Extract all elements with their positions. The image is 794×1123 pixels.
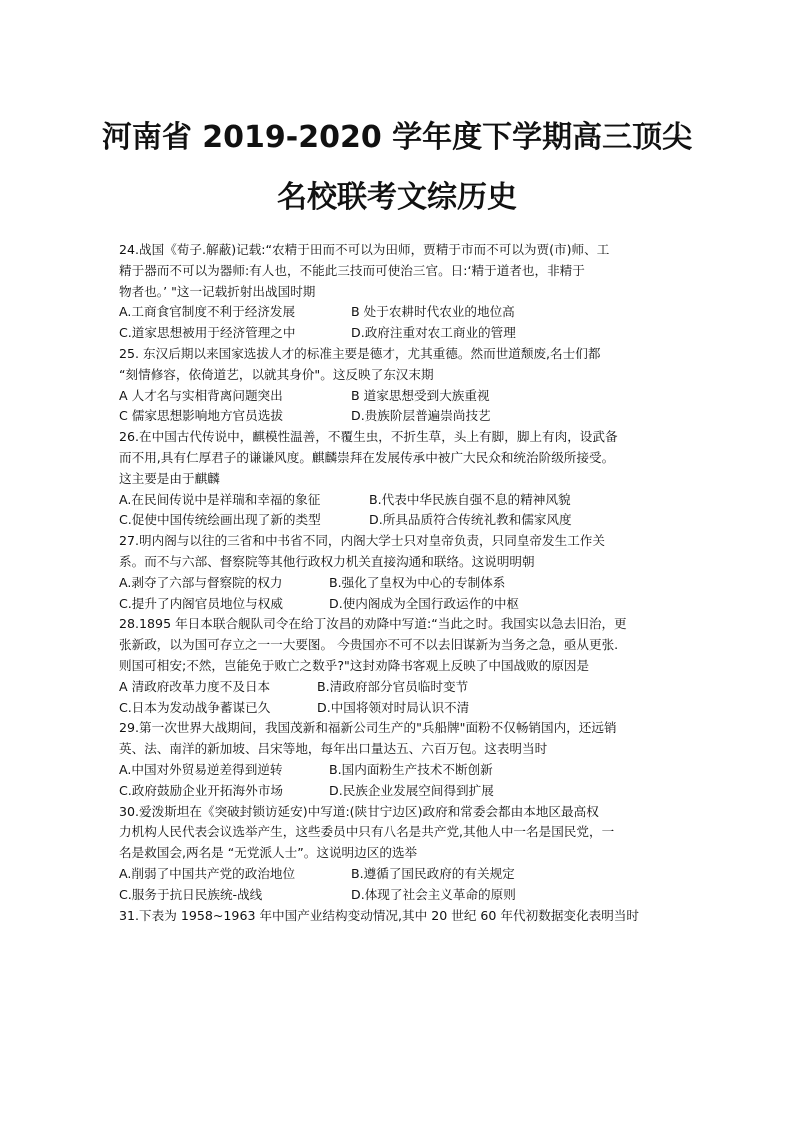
option-row (119, 573, 679, 594)
option-row (119, 490, 679, 511)
answer-option: D.体现了社会主义革命的原则 (351, 886, 516, 902)
question-stem-line: 29.第一次世界大战期间，我国茂新和福新公司生产的"兵船牌"面粉不仅畅销国内，还远销 (119, 720, 617, 736)
question-stem-line: 24.战国《荀子.解蔽)记载:“农精于田而不可以为田师，贾精于市而不可以为贾(市)师、工 (119, 242, 610, 257)
question-stem-line: 27.明内阁与以往的三省和中书省不同，内阁大学士只对皇帝负责，只同皇帝发生工作关 (119, 533, 605, 549)
question-block (119, 240, 679, 344)
answer-option: A 人才名与实相背离问题突出 (119, 387, 283, 403)
answer-option: C.道家思想被用于经济管理之中 (119, 325, 296, 341)
question-block (119, 906, 679, 927)
document-title-line-1: 河南省 2019-2020 学年度下学期高三顶尖 (101, 120, 693, 155)
question-stem-line: 30.爱泼斯坦在《突破封锁访延安)中写道:(陕甘宁边区)政府和常委会都由本地区最高权 (119, 803, 599, 819)
answer-option: C.政府鼓励企业开拓海外市场 (119, 782, 283, 798)
answer-option: A.工商食官制度不利于经济发展 (119, 304, 296, 320)
option-row (119, 594, 679, 615)
question-block (119, 427, 679, 531)
answer-option: B.遵循了国民政府的有关规定 (351, 865, 515, 881)
answer-option: D.民族企业发展空间得到扩展 (329, 782, 494, 798)
question-stem-line: 则国可相安;不然，岂能免于败亡之数乎?"这封劝降书客观上反映了中国战败的原因是 (119, 657, 590, 673)
question-stem-line: “刻情修容，依倚道艺，以就其身价"。这反映了东汉末期 (119, 366, 434, 382)
answer-option: D.中国将领对时局认识不清 (317, 699, 470, 715)
question-stem-line: 力机构人民代表会议选举产生，这些委员中只有八名是共产党,其他人中一名是国民党，一 (119, 824, 615, 840)
answer-option: D.贵族阶层普遍崇尚技艺 (351, 408, 491, 424)
answer-option: C.服务于抗日民族统-战线 (119, 886, 263, 902)
answer-option: C.提升了内阁官员地位与权威 (119, 595, 283, 611)
question-block (119, 802, 679, 906)
answer-option: B.强化了皇权为中心的专制体系 (329, 574, 506, 590)
answer-option: B 道家思想受到大族重视 (351, 387, 490, 403)
option-row (119, 406, 679, 427)
option-row (119, 323, 679, 344)
question-block (119, 344, 679, 427)
option-row (119, 760, 679, 781)
question-block (119, 718, 679, 801)
answer-option: A.在民间传说中是祥瑞和幸福的象征 (119, 491, 321, 507)
option-row (119, 510, 679, 531)
answer-option: B 处于农耕时代农业的地位高 (351, 304, 515, 320)
answer-option: B.代表中华民族自强不息的精神风貌 (369, 491, 571, 507)
answer-option: A.中国对外贸易逆差得到逆转 (119, 761, 283, 777)
document-title-line-2: 名校联考文综历史 (277, 180, 517, 215)
question-stem-line: 25. 东汉后期以来国家选拔人才的标准主要是德才，尤其重德。然而世道颓废,名士们都 (119, 345, 601, 361)
question-stem-line: 物者也。’ "这一记载折射出战国时期 (119, 283, 316, 299)
question-stem-line: 张新政，以为国可存立之一一大要图。 今贵国亦不可不以去旧谋新为当务之急，亟从更张. (119, 637, 619, 653)
answer-option: C.促使中国传统绘画出现了新的类型 (119, 512, 321, 528)
question-stem-line: 名是救国会,两名是 “无党派人士”。这说明边区的选举 (119, 845, 418, 861)
answer-option: D.所具品质符合传统礼教和儒家风度 (369, 512, 572, 528)
option-row (119, 781, 679, 802)
question-list (119, 240, 679, 926)
question-stem-line: 26.在中国古代传说中，麒模性温善，不覆生虫，不折生草，头上有脚，脚上有肉，设武备 (119, 429, 618, 445)
answer-option: B.国内面粉生产技术不断创新 (329, 761, 493, 777)
option-row (119, 302, 679, 323)
option-row (119, 386, 679, 407)
answer-option: D.使内阁成为全国行政运作的中枢 (329, 595, 520, 611)
question-stem-line: 精于器而不可以为器师:有人也，不能此三技而可使治三官。日:‘精于道者也，非精于 (119, 262, 585, 278)
option-row (119, 698, 679, 719)
question-stem-line: 而不用,具有仁厚君子的谦谦风度。麒麟崇拜在发展传承中被广大民众和统治阶级所接受。 (119, 449, 615, 465)
question-block (119, 531, 679, 614)
question-stem-line: 28.1895 年日本联合舰队司令在给丁汝昌的劝降中写道:“当此之时。我国实以急去旧治，更 (119, 616, 627, 632)
option-row (119, 885, 679, 906)
question-block (119, 614, 679, 718)
question-stem-line: 系。而不与六部、督察院等其他行政权力机关直接沟通和联络。这说明明朝 (119, 553, 535, 569)
question-stem-line: 英、法、南洋的新加坡、吕宋等地，每年出口量达五、六百万包。这表明当时 (119, 741, 548, 757)
option-row (119, 677, 679, 698)
answer-option: C.日本为发动战争蓄谋已久 (119, 699, 271, 715)
question-stem-line: 这主要是由于麒麟 (119, 470, 220, 486)
answer-option: D.政府注重对农工商业的管理 (351, 325, 516, 341)
option-row (119, 864, 679, 885)
answer-option: A.削弱了中国共产党的政治地位 (119, 865, 296, 881)
answer-option: A.剥夺了六部与督察院的权力 (119, 574, 283, 590)
answer-option: C 儒家思想影响地方官员选拔 (119, 408, 283, 424)
answer-option: B.清政府部分官员临时变节 (317, 678, 469, 694)
question-stem-line: 31.下表为 1958~1963 年中国产业结构变动情况,其中 20 世纪 60 年代初数据变化表明当时 (119, 907, 639, 923)
answer-option: A 清政府改革力度不及日本 (119, 678, 271, 694)
